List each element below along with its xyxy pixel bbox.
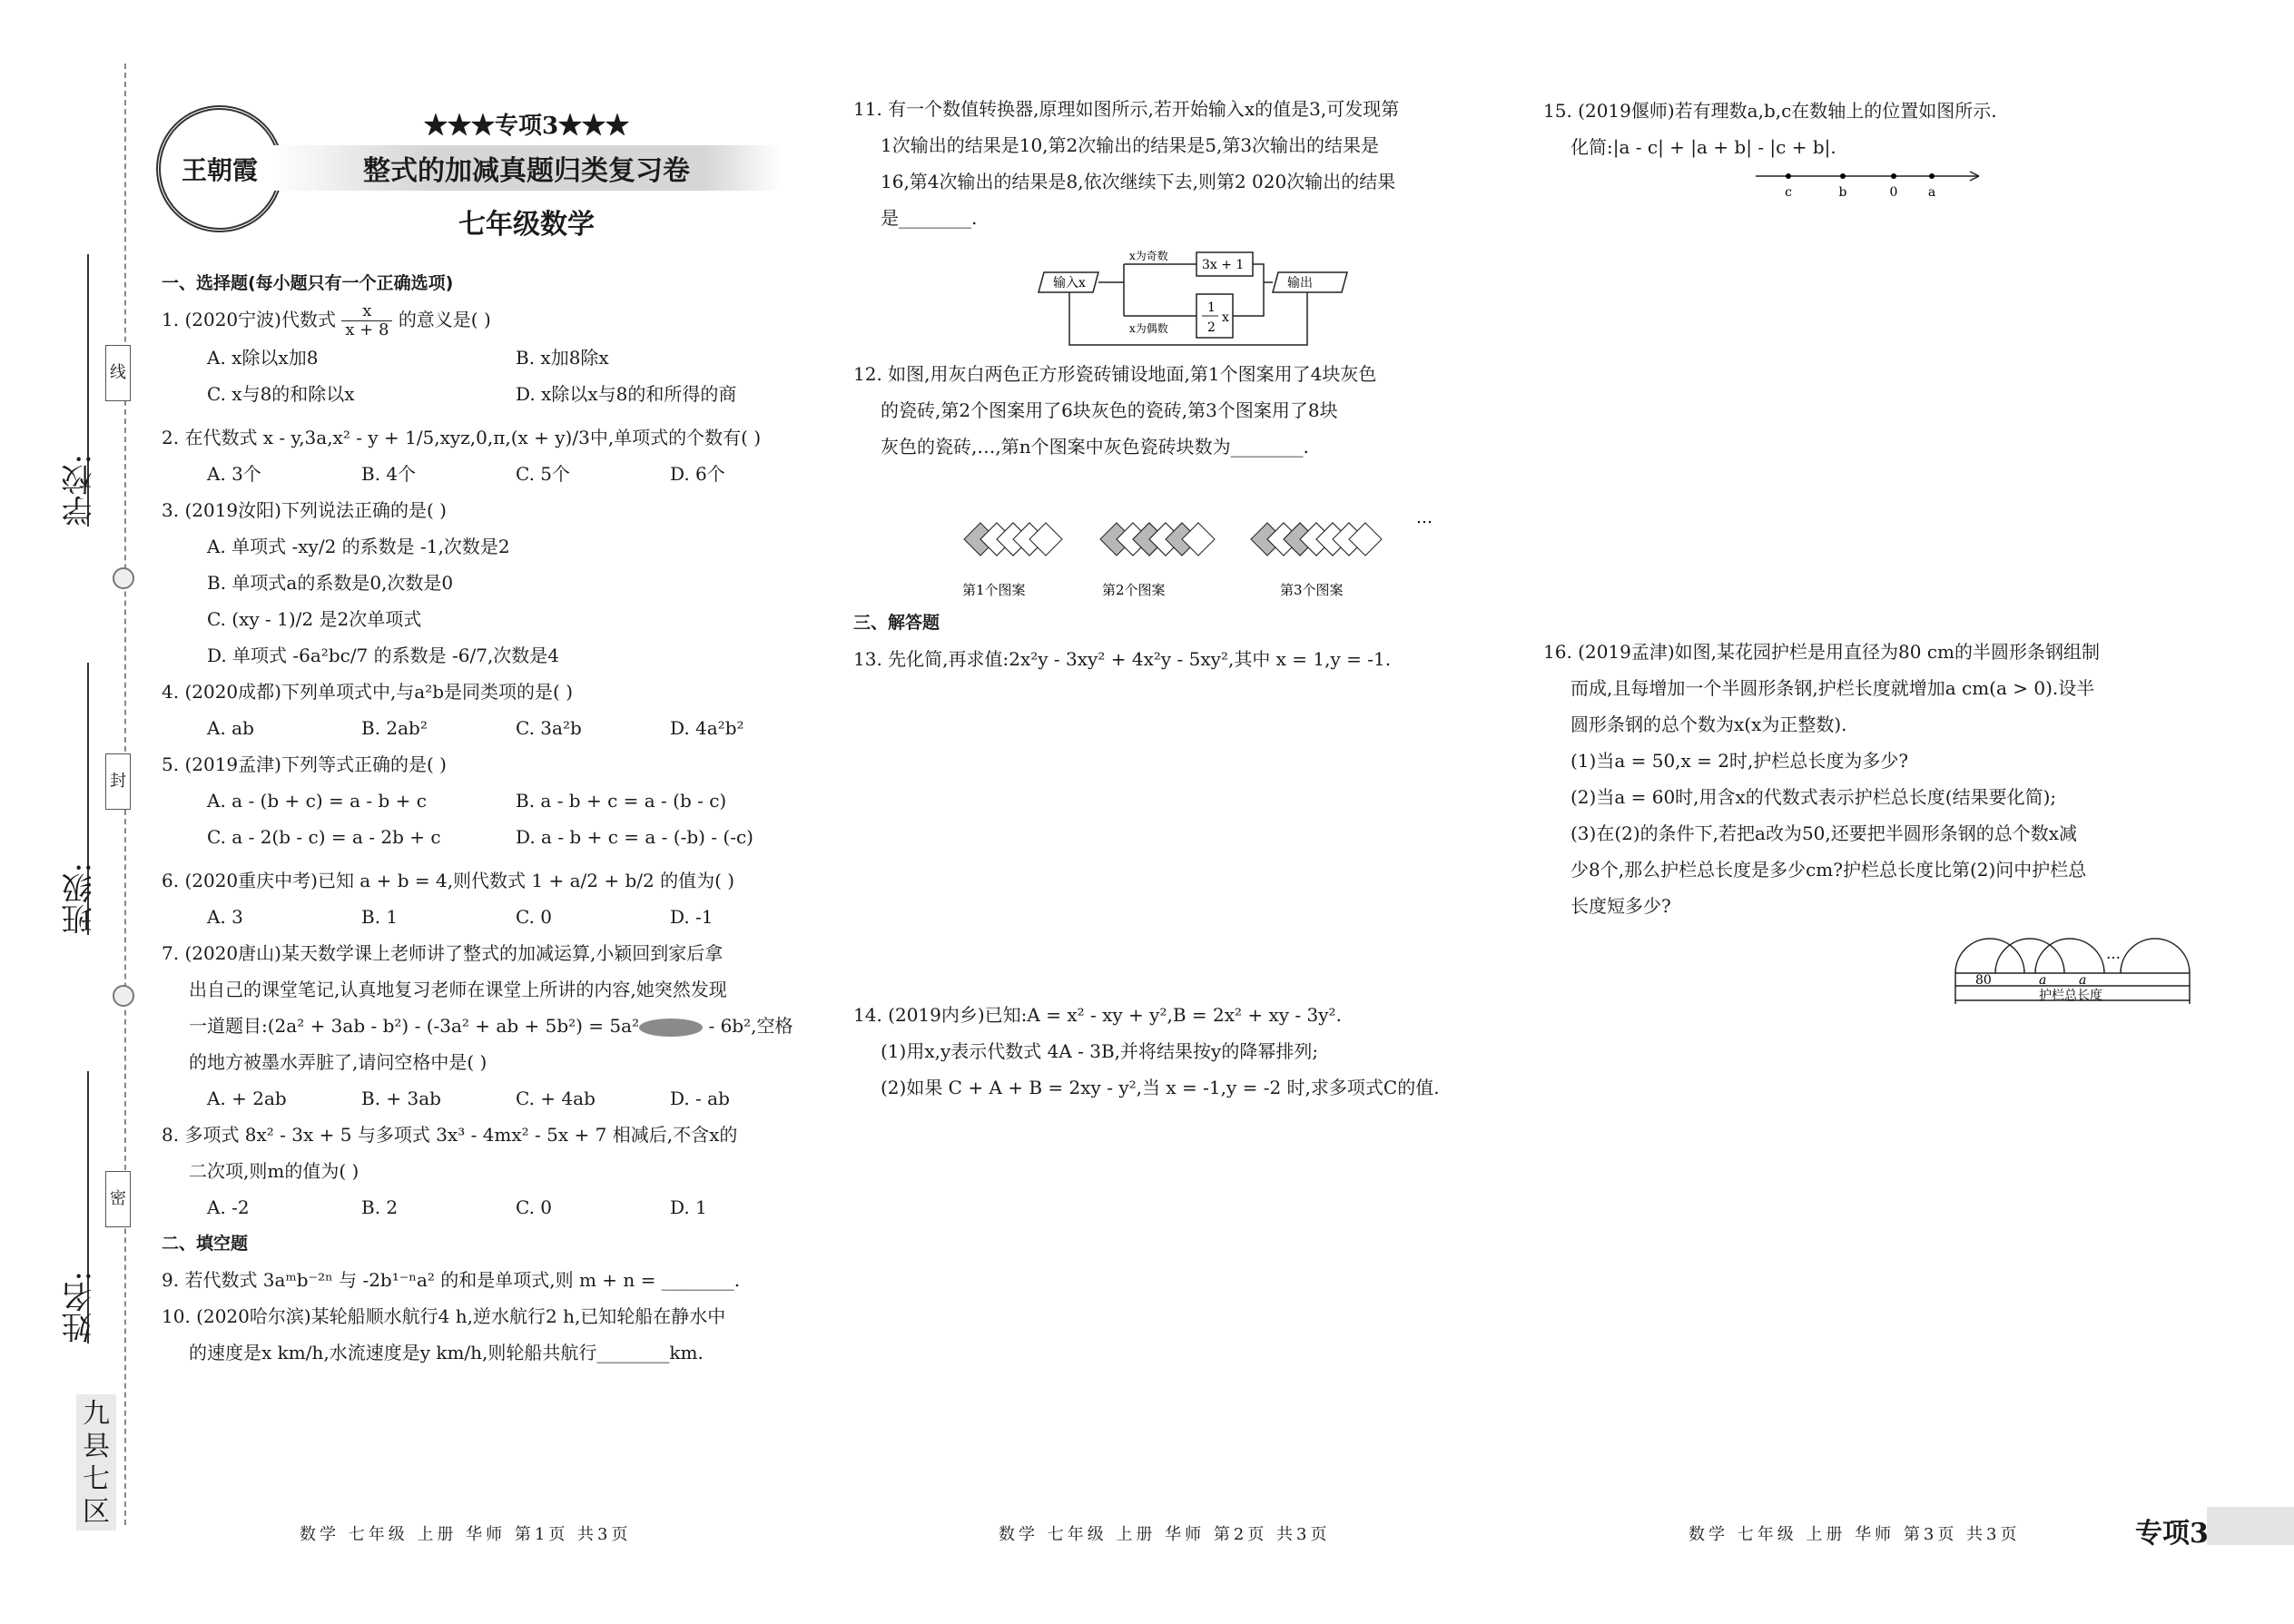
question-16-part-3-cont: 少8个,那么护栏总长度是多少cm?护栏总长度比第(2)问中护栏总 [1570, 859, 2087, 881]
q3-option-a: A. 单项式 -xy/2 的系数是 -1,次数是2 [207, 536, 510, 557]
seal-secret-mark: 密 [105, 1171, 131, 1227]
question-7-line-3: 一道题目:(2a² + 3ab - b²) - (-3a² + ab + 5b²) = 5a² - 6b²,空格 [189, 1015, 793, 1037]
q2-option-a: A. 3个 [207, 463, 261, 485]
question-14 [853, 997, 1507, 1106]
q2-option-d: D. 6个 [670, 463, 725, 485]
q7-options [162, 1080, 824, 1117]
number-line [1752, 165, 1988, 202]
question-10-line-2: 的速度是x km/h,水流速度是y km/h,则轮船共航行________km. [189, 1342, 704, 1363]
ink-blot [639, 1019, 703, 1037]
question-3: 3. (2019汝阳)下列说法正确的是( ) [162, 499, 447, 521]
question-7-line-2: 出自己的课堂笔记,认真地复习老师在课堂上所讲的内容,她突然发现 [189, 979, 727, 1000]
q3-option-b: B. 单项式a的系数是0,次数是0 [207, 572, 454, 594]
q2-option-c: C. 5个 [516, 463, 571, 485]
flow-odd-label: x为奇数 [1129, 250, 1168, 262]
q6-option-a: A. 3 [207, 906, 243, 928]
flow-even-den: 2 [1207, 320, 1216, 335]
question-4: 4. (2020成都)下列单项式中,与a²b是同类项的是( ) [162, 681, 574, 703]
pattern-label-2: 第2个图案 [1102, 582, 1166, 598]
section-1-title: 一、选择题(每小题只有一个正确选项) [162, 273, 454, 293]
q6-option-b: B. 1 [361, 906, 399, 928]
question-15-line-2: 化简:|a - c| + |a + b| - |c + b|. [1570, 136, 1836, 158]
column-2-lower [853, 605, 1507, 677]
q5-option-b: B. a - b + c = a - (b - c) [516, 790, 727, 812]
question-16-line-1: 16. (2019孟津)如图,某花园护栏是用直径为80 cm的半圆形条钢组制 [1543, 641, 2100, 663]
q6-option-d: D. -1 [670, 906, 714, 928]
q1-stem-a: 1. (2020宁波)代数式 [162, 309, 336, 330]
point-a [1929, 173, 1935, 179]
question-10-line-1: 10. (2020哈尔滨)某轮船顺水航行4 h,逆水航行2 h,已知轮船在静水中 [162, 1305, 726, 1327]
question-14-line-1: 14. (2019内乡)已知:A = x² - xy + y²,B = 2x² + xy - 3y². [853, 1004, 1342, 1026]
question-7-line-4: 的地方被墨水弄脏了,请问空格中是( ) [189, 1051, 487, 1073]
question-16-part-3: (3)在(2)的条件下,若把a改为50,还要把半圆形条钢的总个数x减 [1570, 822, 2078, 844]
q4-option-d: D. 4a²b² [670, 717, 744, 739]
question-14-part-1: (1)用x,y表示代数式 4A - 3B,并将结果按y的降幂排列; [881, 1040, 1319, 1062]
question-16-part-1: (1)当a = 50,x = 2时,护栏总长度为多少? [1570, 750, 1909, 772]
fence-diagram [1952, 919, 2197, 1009]
page-subtitle: 七年级数学 [458, 209, 595, 241]
question-12 [853, 356, 1507, 465]
patterns-ellipsis: … [1416, 508, 1433, 527]
q5-option-a: A. a - (b + c) = a - b + c [207, 790, 427, 812]
question-11-line-2: 1次输出的结果是10,第2次输出的结果是5,第3次输出的结果是 [881, 134, 1380, 156]
flow-output-label: 输出 [1287, 276, 1313, 290]
column-2 [853, 91, 1507, 236]
brand-logo [156, 105, 283, 232]
brand-logo-text: 王朝霞 [181, 155, 258, 185]
point-c [1786, 173, 1791, 179]
q8-options [162, 1189, 824, 1225]
question-7-line-1: 7. (2020唐山)某天数学课上老师讲了整式的加减运算,小颖回到家后拿 [162, 942, 724, 964]
county-label: 九县七区 [76, 1394, 116, 1530]
question-16-line-3: 圆形条钢的总个数为x(x为正整数). [1570, 714, 1847, 735]
question-12-line-2: 的瓷砖,第2个图案用了6块灰色的瓷砖,第3个图案用了8块 [881, 399, 1338, 421]
pattern-label-1: 第1个图案 [962, 582, 1026, 598]
point-label-c: c [1785, 185, 1792, 200]
q5-options-row-2 [162, 819, 824, 855]
q1-stem-b: 的意义是( ) [398, 309, 491, 330]
question-11-line-3: 16,第4次输出的结果是8,依次继续下去,则第2 020次输出的结果 [881, 171, 1396, 192]
section-3-title: 三、解答题 [853, 613, 940, 633]
flow-input-label: 输入x [1053, 276, 1086, 290]
fence-dim-a-2: a [2079, 973, 2087, 988]
point-zero [1891, 173, 1896, 179]
q4-option-a: A. ab [207, 717, 254, 739]
binding-hole-icon [113, 985, 134, 1007]
q5-option-c: C. a - 2(b - c) = a - 2b + c [207, 826, 441, 848]
point-label-a: a [1927, 185, 1936, 200]
class-label: 班级: [62, 862, 98, 935]
question-14-part-2: (2)如果 C + A + B = 2xy - y²,当 x = -1,y = -2 时,求多项式C的值. [881, 1077, 1440, 1098]
question-8-line-1: 8. 多项式 8x² - 3x + 5 与多项式 3x³ - 4mx² - 5x + 7 相减后,不含x的 [162, 1124, 738, 1146]
flow-even-var: x [1222, 310, 1229, 325]
q1-options-row-2 [162, 376, 824, 412]
question-9: 9. 若代数式 3aᵐb⁻²ⁿ 与 -2b¹⁻ⁿa² 的和是单项式,则 m + n = ________. [162, 1269, 741, 1291]
pattern-label-3: 第3个图案 [1280, 582, 1344, 598]
q7-option-b: B. + 3ab [361, 1088, 441, 1109]
page-title: 整式的加减真题归类复习卷 [363, 155, 690, 187]
corner-label: 专项3 [2135, 1518, 2209, 1550]
q6-option-c: C. 0 [516, 906, 553, 928]
corner-band [2207, 1507, 2294, 1545]
question-11-line-1: 11. 有一个数值转换器,原理如图所示,若开始输入x的值是3,可发现第 [853, 98, 1400, 120]
footer-page-2: 数学 七年级 上册 华师 第2页 共3页 [999, 1525, 1331, 1544]
point-b [1840, 173, 1846, 179]
q7-option-a: A. + 2ab [207, 1088, 287, 1109]
fence-dim-80: 80 [1975, 973, 1992, 988]
question-12-line-3: 灰色的瓷砖,…,第n个图案中灰色瓷砖块数为________. [881, 436, 1309, 458]
point-label-b: b [1838, 185, 1847, 200]
q1-fraction: $\frac{x}{x + 8}$ [341, 302, 392, 340]
question-16-line-2: 而成,且每增加一个半圆形条钢,护栏长度就增加a cm(a > 0).设半 [1570, 677, 2095, 699]
q3-option-d: D. 单项式 -6a²bc/7 的系数是 -6/7,次数是4 [207, 645, 560, 666]
question-8-line-2: 二次项,则m的值为( ) [189, 1160, 359, 1182]
q3-option-c: C. (xy - 1)/2 是2次单项式 [207, 608, 422, 630]
q8-option-d: D. 1 [670, 1196, 707, 1218]
footer-page-3: 数学 七年级 上册 华师 第3页 共3页 [1689, 1525, 2021, 1544]
question-16-part-2: (2)当a = 60时,用含x的代数式表示护栏总长度(结果要化简); [1570, 786, 2057, 808]
flow-even-label: x为偶数 [1129, 322, 1168, 335]
q2-option-b: B. 4个 [361, 463, 417, 485]
question-15 [1543, 93, 2206, 165]
q4-option-c: C. 3a²b [516, 717, 582, 739]
q7-option-c: C. + 4ab [516, 1088, 596, 1109]
question-15-line-1: 15. (2019偃师)若有理数a,b,c在数轴上的位置如图所示. [1543, 100, 1997, 122]
question-16-part-3-end: 长度短多少? [1570, 895, 1671, 917]
converter-flow-diagram [1035, 243, 1362, 352]
question-12-line-1: 12. 如图,用灰白两色正方形瓷砖铺设地面,第1个图案用了4块灰色 [853, 363, 1377, 385]
question-16 [1543, 634, 2206, 924]
question-6: 6. (2020重庆中考)已知 a + b = 4,则代数式 1 + a/2 + b/2 的值为( ) [162, 870, 735, 891]
question-13: 13. 先化简,再求值:2x²y - 3xy² + 4x²y - 5xy²,其中 x = 1,y = -1. [853, 648, 1392, 670]
section-2-title: 二、填空题 [162, 1234, 249, 1254]
q2-options [162, 456, 824, 492]
question-11-line-4: 是________. [881, 207, 978, 229]
point-label-zero: 0 [1889, 185, 1898, 200]
seal-line-mark: 线 [105, 345, 131, 401]
question-5: 5. (2019孟津)下列等式正确的是( ) [162, 753, 447, 775]
q1-option-c: C. x与8的和除以x [207, 383, 355, 405]
binding-sidebar [0, 0, 127, 1624]
column-1 [162, 265, 824, 1371]
seal-seal-mark: 封 [105, 753, 131, 810]
name-label: 姓名: [62, 1271, 98, 1343]
binding-hole-icon [113, 567, 134, 589]
fence-total-label: 护栏总长度 [2039, 989, 2102, 1003]
tile-pattern-group [964, 523, 1382, 556]
question-2: 2. 在代数式 x - y,3a,x² - y + 1/5,xyz,0,π,(x + y)/3中,单项式的个数有( ) [162, 427, 762, 448]
school-label: 学校: [62, 454, 98, 527]
q1-option-d: D. x除以x与8的和所得的商 [516, 383, 737, 405]
q4-option-b: B. 2ab² [361, 717, 428, 739]
question-1 [162, 301, 824, 340]
footer-page-1: 数学 七年级 上册 华师 第1页 共3页 [300, 1525, 632, 1544]
q5-options-row-1 [162, 782, 824, 819]
q8-option-c: C. 0 [516, 1196, 553, 1218]
fence-dim-a: a [2039, 973, 2047, 988]
q1-options-row-1 [162, 340, 824, 376]
flow-even-num: 1 [1207, 300, 1216, 315]
special-label: ★★★专项3★★★ [423, 113, 630, 140]
q8-option-b: B. 2 [361, 1196, 399, 1218]
q4-options [162, 710, 824, 746]
fence-dots: … [2106, 945, 2121, 962]
q1-option-b: B. x加8除x [516, 347, 609, 369]
q5-option-d: D. a - b + c = a - (-b) - (-c) [516, 826, 753, 848]
flow-odd-op: 3x + 1 [1202, 258, 1245, 272]
q7-option-d: D. - ab [670, 1088, 730, 1109]
q6-options [162, 899, 824, 935]
tile-patterns [953, 463, 1443, 608]
q8-option-a: A. -2 [207, 1196, 250, 1218]
q1-option-a: A. x除以x加8 [207, 347, 319, 369]
